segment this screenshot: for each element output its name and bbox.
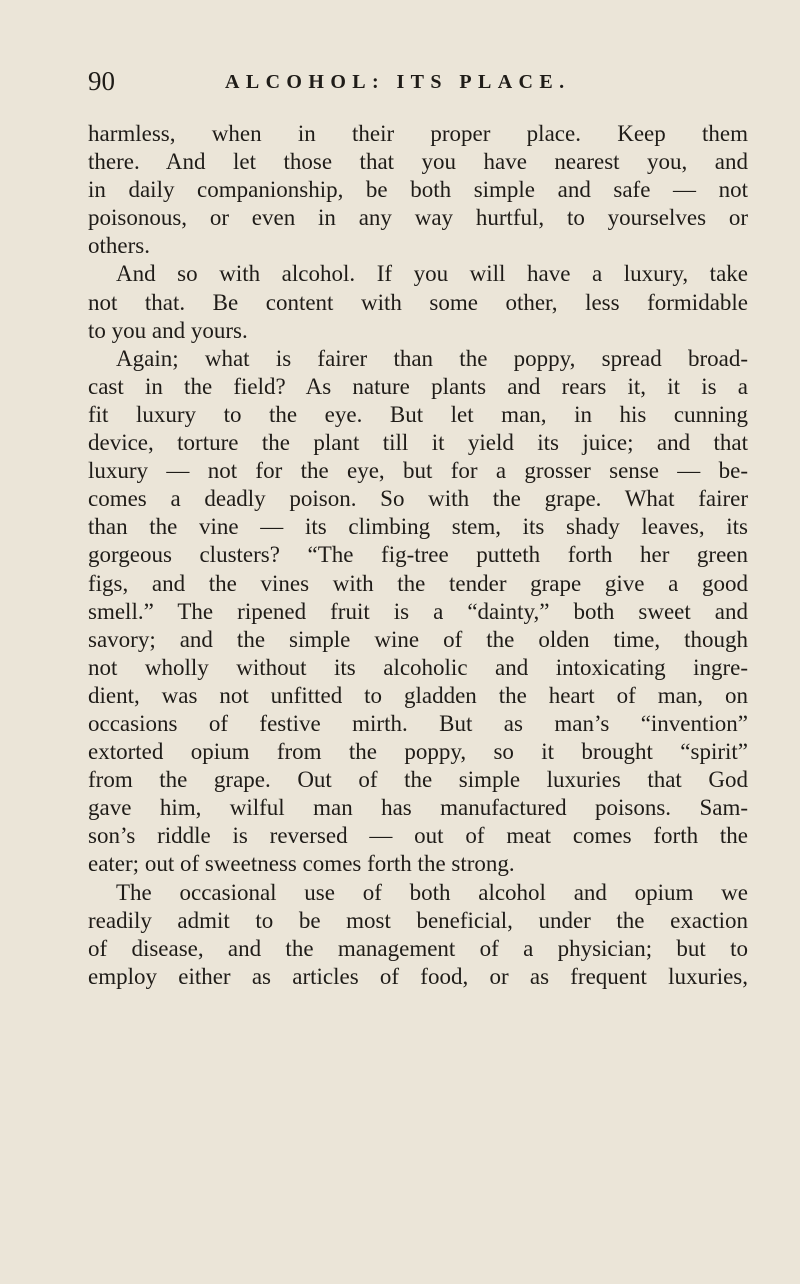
text-line: employ either as articles of food, or as frequent luxuries, — [88, 963, 748, 989]
text-line: occasions of festive mirth. But as man’s “invention” — [88, 710, 748, 736]
text-line: eater; out of sweetness comes forth the strong. — [88, 851, 515, 877]
text-line: gorgeous clusters? “The fig-tree putteth forth her green — [88, 542, 748, 568]
text-line: extorted opium from the poppy, so it brought “spirit” — [88, 739, 748, 765]
text-line: not that. Be content with some other, less formidable — [88, 289, 748, 315]
text-line: of disease, and the management of a physician; but to — [88, 935, 748, 961]
text-line: not wholly without its alcoholic and intoxicating ingre- — [88, 654, 748, 680]
text-line: poisonous, or even in any way hurtful, to yourselves or — [88, 205, 748, 231]
body-text — [88, 120, 748, 991]
text-line: figs, and the vines with the tender grape give a good — [88, 570, 748, 596]
text-line: to you and yours. — [88, 317, 248, 343]
text-line: comes a deadly poison. So with the grape. What fairer — [88, 486, 748, 512]
text-line: from the grape. Out of the simple luxuries that God — [88, 767, 748, 793]
text-line: there. And let those that you have nearest you, and — [88, 149, 748, 175]
text-line: And so with alcohol. If you will have a luxury, take — [116, 261, 748, 287]
page-header — [88, 66, 748, 106]
text-line: fit luxury to the eye. But let man, in his cunning — [88, 401, 748, 427]
text-line: harmless, when in their proper place. Keep them — [88, 121, 748, 146]
text-line: savory; and the simple wine of the olden time, though — [88, 626, 748, 652]
page-number: 90 — [88, 66, 115, 96]
text-line: others. — [88, 233, 150, 259]
text-line: smell.” The ripened fruit is a “dainty,” both sweet and — [88, 598, 748, 624]
running-title: ALCOHOL: ITS PLACE. — [225, 71, 571, 93]
text-line: in daily companionship, be both simple and safe — not — [88, 177, 748, 203]
text-line: cast in the field? As nature plants and rears it, it is a — [88, 373, 748, 399]
text-line: device, torture the plant till it yield its juice; and that — [88, 430, 748, 456]
text-line: son’s riddle is reversed — out of meat comes forth the — [88, 823, 748, 849]
text-line: The occasional use of both alcohol and opium we — [116, 879, 748, 905]
text-line: than the vine — its climbing stem, its shady leaves, its — [88, 514, 748, 540]
text-line: Again; what is fairer than the poppy, spread broad- — [116, 345, 748, 371]
text-line: dient, was not unfitted to gladden the heart of man, on — [88, 682, 748, 708]
text-line: gave him, wilful man has manufactured poisons. Sam- — [88, 795, 748, 821]
text-line: luxury — not for the eye, but for a grosser sense — be- — [88, 458, 748, 484]
text-line: readily admit to be most beneficial, under the exaction — [88, 907, 748, 933]
